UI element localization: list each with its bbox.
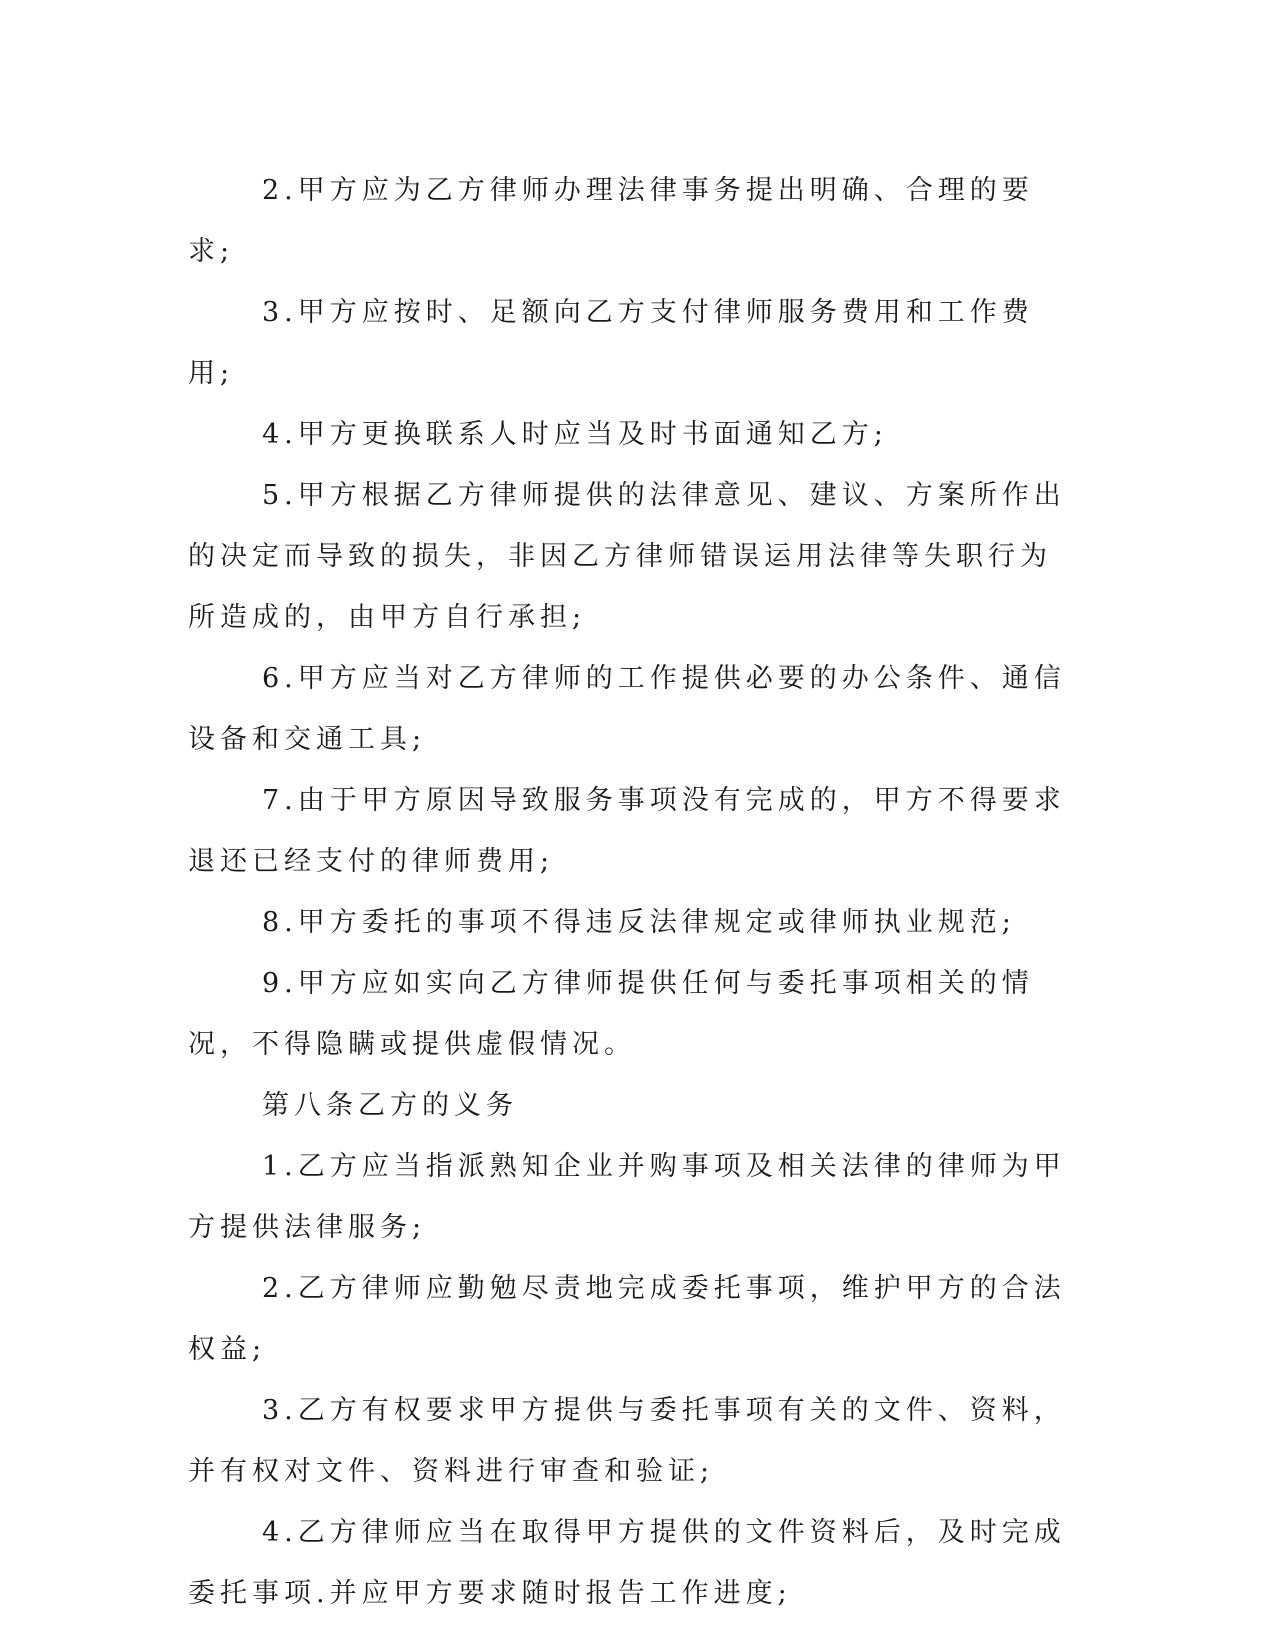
document-body [188, 160, 1068, 1624]
paragraph-a8: 8.甲方委托的事项不得违反法律规定或律师执业规范; [262, 907, 1016, 938]
paragraph-a4: 4.甲方更换联系人时应当及时书面通知乙方; [262, 419, 888, 450]
section-heading: 第八条乙方的义务 [262, 1090, 518, 1121]
paragraph-a7: 7.由于甲方原因导致服务事项没有完成的，甲方不得要求退还已经支付的律师费用; [188, 785, 1066, 877]
paragraph-a5: 5.甲方根据乙方律师提供的法律意见、建议、方案所作出的决定而导致的损失，非因乙方律师错误运用法律等失职行为所造成的，由甲方自行承担; [188, 480, 1066, 633]
paragraph-a2: 2.甲方应为乙方律师办理法律事务提出明确、合理的要求; [188, 175, 1034, 267]
paragraph-b4: 4.乙方律师应当在取得甲方提供的文件资料后，及时完成委托事项.并应甲方要求随时报告工作进度; [188, 1517, 1066, 1609]
paragraph-b2: 2.乙方律师应勤勉尽责地完成委托事项，维护甲方的合法权益; [188, 1273, 1066, 1365]
paragraph-a6: 6.甲方应当对乙方律师的工作提供必要的办公条件、通信设备和交通工具; [188, 663, 1066, 755]
paragraph-a3: 3.甲方应按时、足额向乙方支付律师服务费用和工作费用; [188, 297, 1034, 389]
paragraph-b3: 3.乙方有权要求甲方提供与委托事项有关的文件、资料，并有权对文件、资料进行审查和验证; [188, 1395, 1066, 1487]
paragraph-b1: 1.乙方应当指派熟知企业并购事项及相关法律的律师为甲方提供法律服务; [188, 1151, 1066, 1243]
paragraph-a9: 9.甲方应如实向乙方律师提供任何与委托事项相关的情况，不得隐瞒或提供虚假情况。 [188, 968, 1034, 1060]
